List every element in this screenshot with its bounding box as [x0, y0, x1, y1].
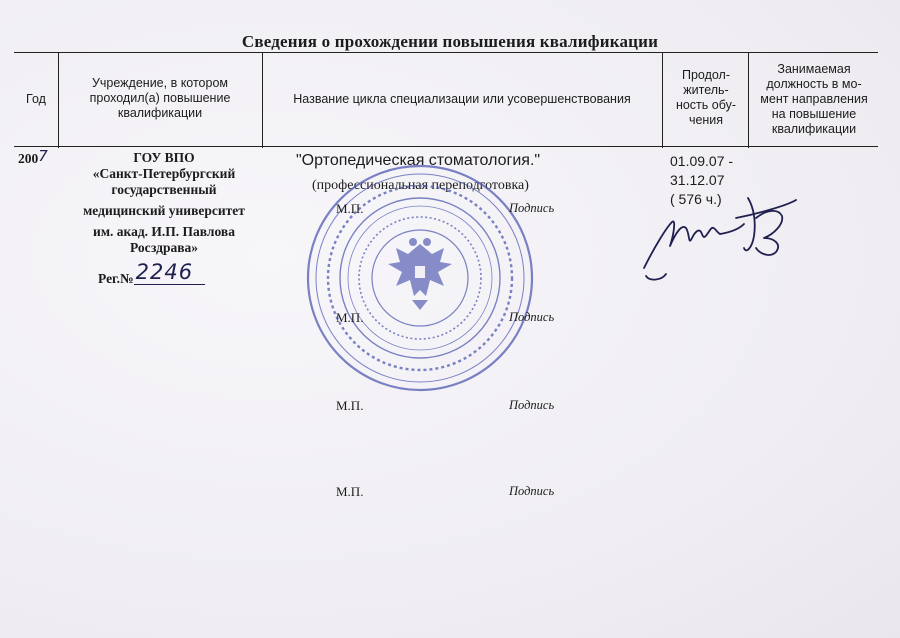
header-course-name: Название цикла специализации или усовершенствования — [293, 92, 631, 106]
header-line: мент направления — [760, 92, 868, 106]
course-title: "Ортопедическая стоматология." — [296, 152, 541, 169]
signature-label: Подпись — [509, 310, 555, 324]
reg-number-handwritten: 2246 — [134, 260, 205, 285]
stamp-place-label: М.П. — [336, 484, 364, 499]
official-seal-stamp — [300, 158, 540, 398]
institution-line: «Санкт-Петербургский — [92, 166, 236, 181]
institution-line: ГОУ ВПО — [133, 150, 195, 165]
header-institution — [62, 76, 258, 121]
header-position — [750, 62, 878, 137]
eagle-emblem-icon — [388, 238, 452, 310]
duration-line: 31.12.07 — [670, 172, 725, 188]
header-line: проходил(а) повышение — [89, 91, 231, 105]
header-line: чения — [688, 113, 724, 127]
header-line: Учреждение, в котором — [91, 76, 229, 90]
header-line: на повышение — [771, 107, 857, 121]
signature-label: Подпись — [509, 484, 555, 498]
column-divider — [58, 52, 59, 148]
year-handwritten: 7 — [38, 147, 48, 165]
registration — [98, 260, 205, 287]
stamp-place-label: М.П. — [336, 201, 364, 216]
column-divider — [262, 52, 263, 148]
institution-line: Росздрава» — [129, 240, 199, 255]
institution-line: государственный — [111, 182, 217, 197]
header-line: житель- — [683, 83, 729, 97]
header-line: ность обу- — [675, 98, 737, 112]
document-title: Сведения о прохождении повышения квалификации — [241, 32, 659, 51]
signature-label: Подпись — [509, 201, 555, 215]
header-line: квалификации — [117, 106, 203, 120]
course-type: (профессиональная переподготовка) — [312, 178, 529, 193]
header-line: должность в мо- — [766, 77, 862, 91]
year-printed: 200 — [18, 151, 39, 166]
institution-line: медицинский университет — [83, 203, 245, 218]
header-line: Занимаемая — [777, 62, 851, 76]
entry-institution — [66, 150, 262, 256]
header-line: квалификации — [771, 122, 857, 136]
handwritten-signature — [636, 188, 801, 288]
header-year: Год — [26, 92, 46, 106]
stamp-place-label: М.П. — [336, 398, 364, 413]
signature-label: Подпись — [509, 398, 555, 412]
header-line: Продол- — [681, 68, 731, 82]
duration-line: ( 576 ч.) — [670, 191, 722, 207]
stamp-place-label: М.П. — [336, 310, 364, 325]
header-duration — [664, 68, 748, 128]
duration-line: 01.09.07 - — [670, 153, 734, 169]
entry-year — [18, 147, 48, 167]
institution-line: им. акад. И.П. Павлова — [93, 224, 235, 239]
reg-label: Рег.№ — [98, 271, 134, 286]
